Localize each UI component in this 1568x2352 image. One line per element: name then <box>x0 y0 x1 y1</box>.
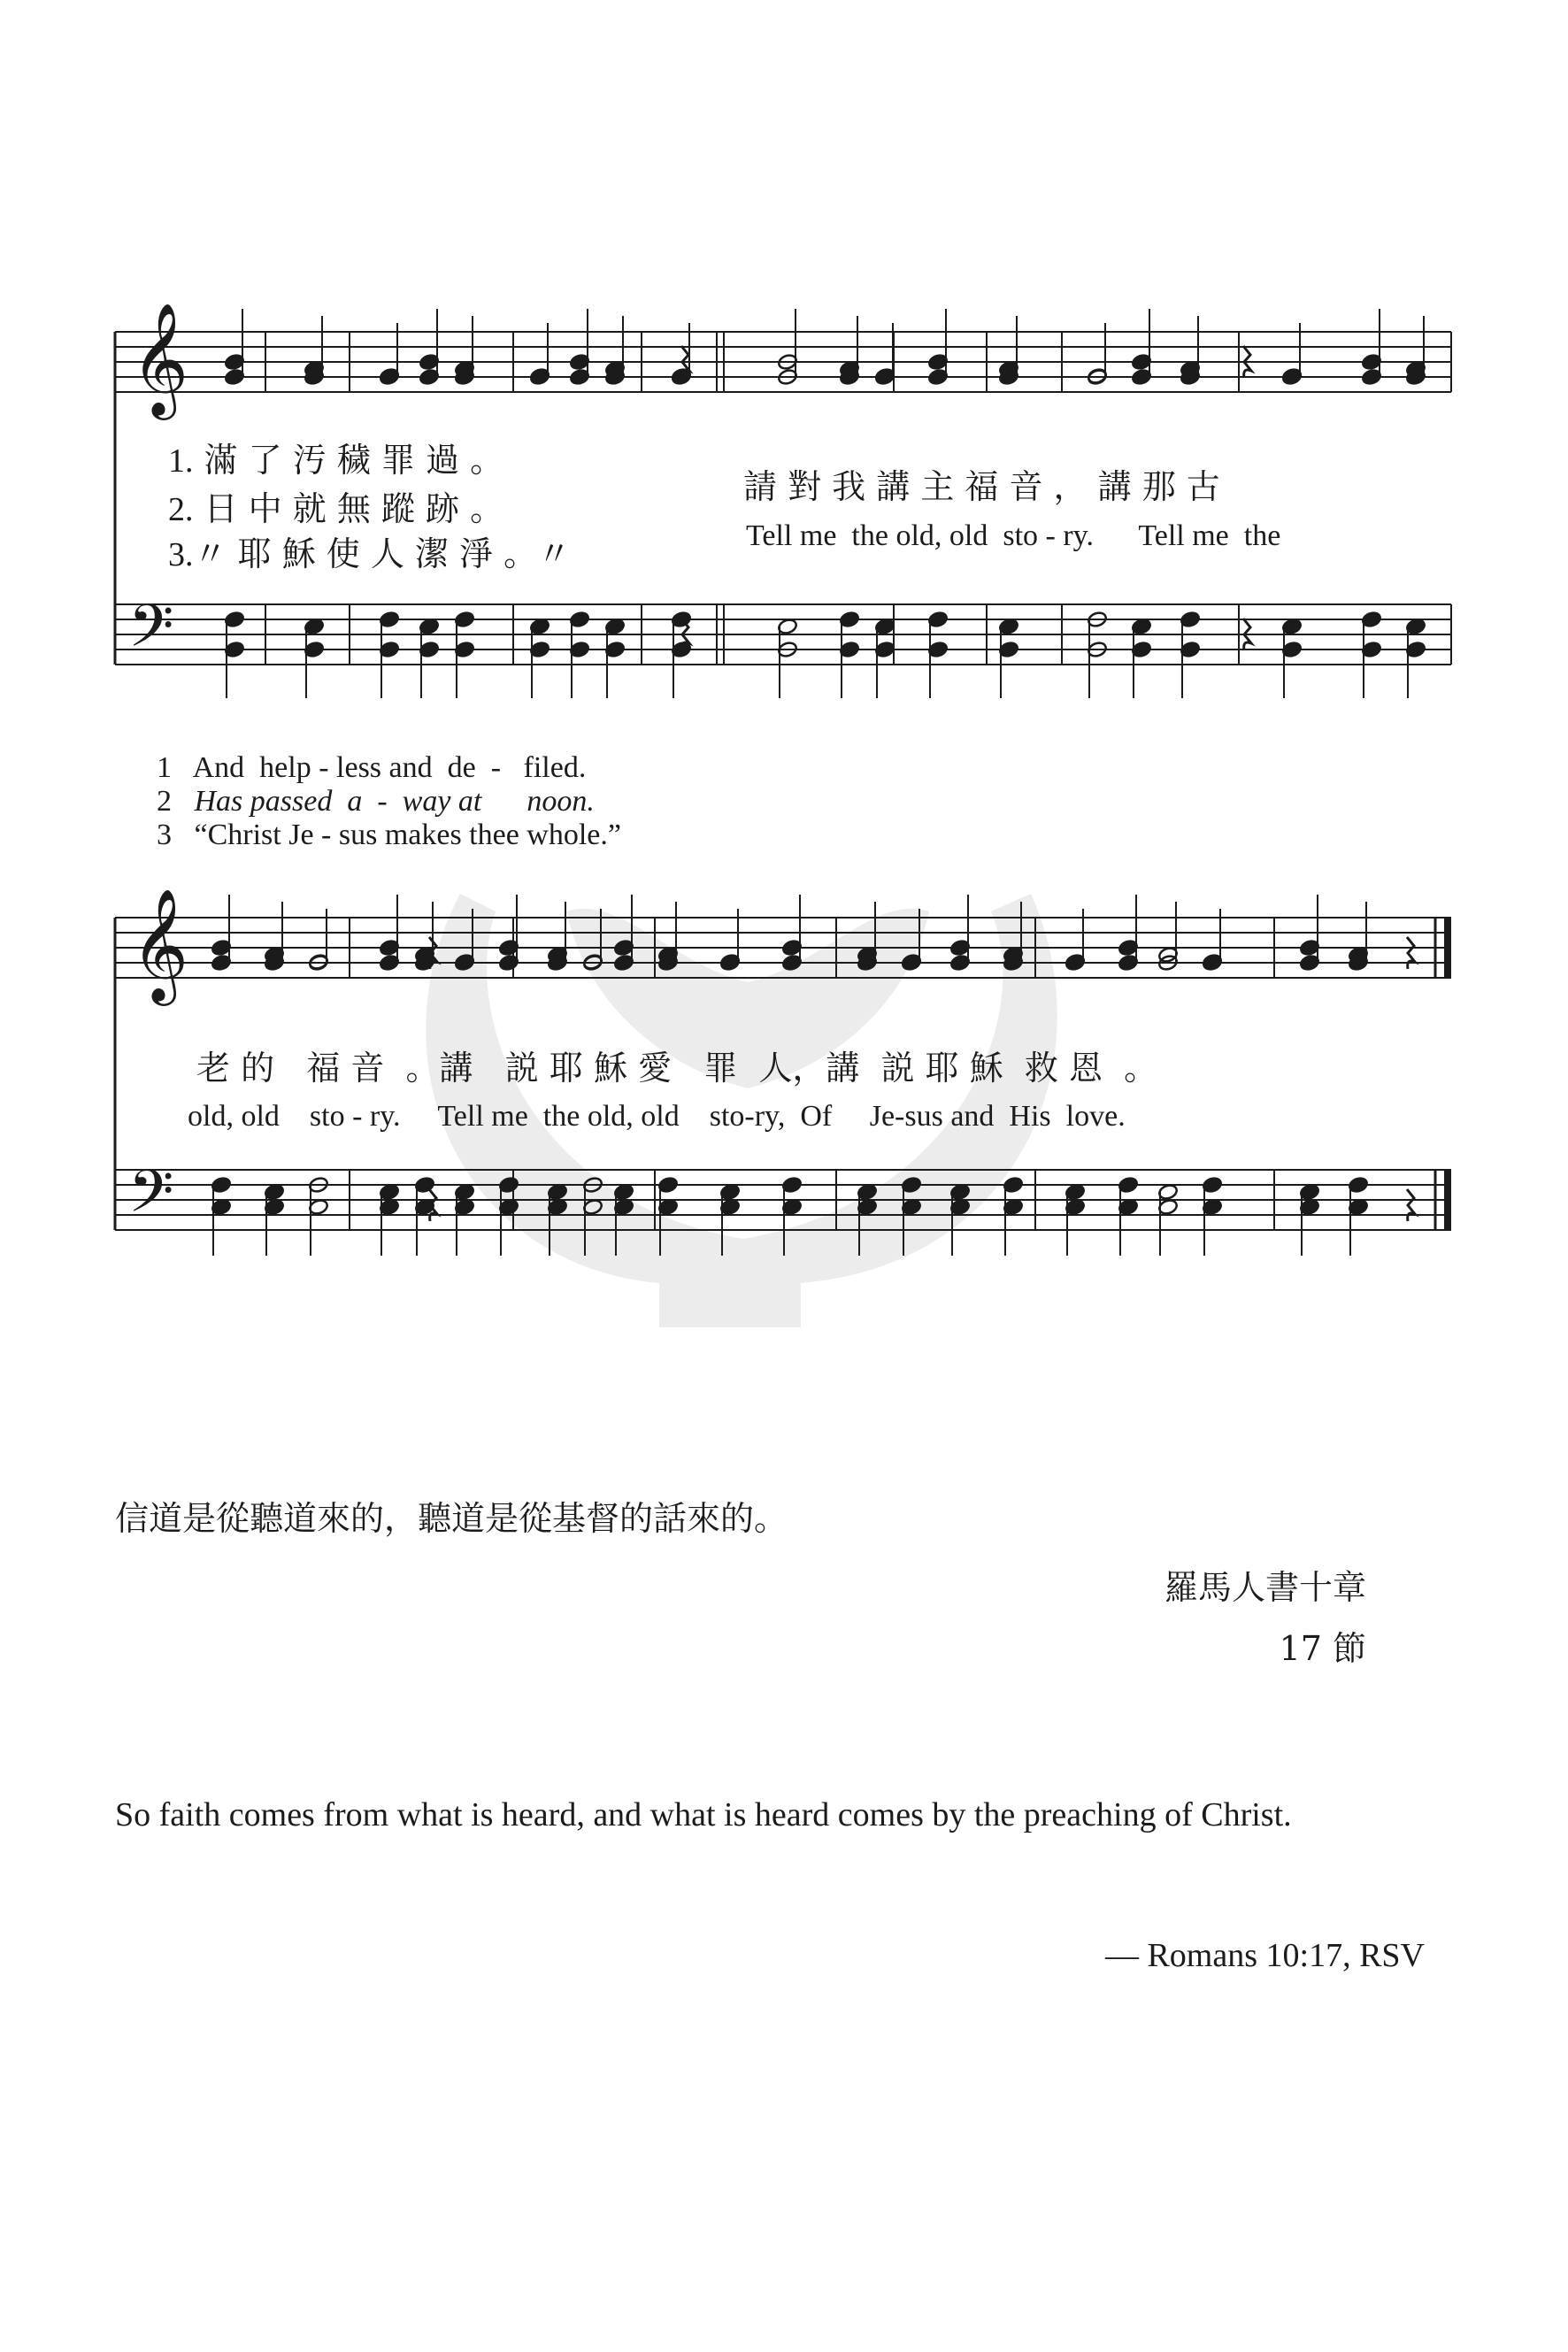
scripture-ref-english: — Romans 10:17, RSV <box>1104 1937 1425 1974</box>
scripture-chinese: 信道是從聽道來的，聽道是從基督的話來的。 <box>115 1499 788 1538</box>
verse-2-zh: 2. 日 中 就 無 蹤 跡 。 <box>168 489 504 528</box>
english-verse-1: 1 And help - less and de - filed. <box>157 751 587 784</box>
refrain-en-line2: old, old sto - ry. Tell me the old, old sto-ry, Of Je-sus and His love. <box>188 1100 1126 1133</box>
bass-clef: 𝄢 <box>128 1157 174 1240</box>
bass-clef: 𝄢 <box>128 592 174 674</box>
quarter-rest <box>1407 937 1415 969</box>
scripture-english: So faith comes from what is heard, and what is heard comes by the preaching of Christ. <box>115 1796 1292 1833</box>
treble-clef: 𝄞 <box>131 888 189 1001</box>
scripture-ref-chinese-verse: 17 節 <box>1279 1629 1366 1668</box>
refrain-zh-line1: 請 對 我 講 主 福 音 ， 講 那 古 <box>743 467 1220 506</box>
refrain-zh-line2: 老 的 福 音 。講 説 耶 穌 愛 罪 人，講 説 耶 穌 救 恩 。 <box>196 1049 1158 1088</box>
treble-clef: 𝄞 <box>131 302 189 415</box>
english-verse-3: 3 “Christ Je - sus makes thee whole.” <box>157 819 621 851</box>
verse-3-zh: 3.〃 耶 穌 使 人 潔 淨 。〃 <box>168 534 572 573</box>
scripture-ref-chinese-book: 羅馬人書十章 <box>1164 1568 1366 1607</box>
refrain-en-line1: Tell me the old, old sto - ry. Tell me the <box>746 519 1281 552</box>
verse-1-zh: 1. 滿 了 汚 穢 罪 過 。 <box>168 441 504 480</box>
english-verse-2: 2 Has passed a - way at noon. <box>157 785 595 818</box>
quarter-rest <box>1407 1189 1415 1221</box>
